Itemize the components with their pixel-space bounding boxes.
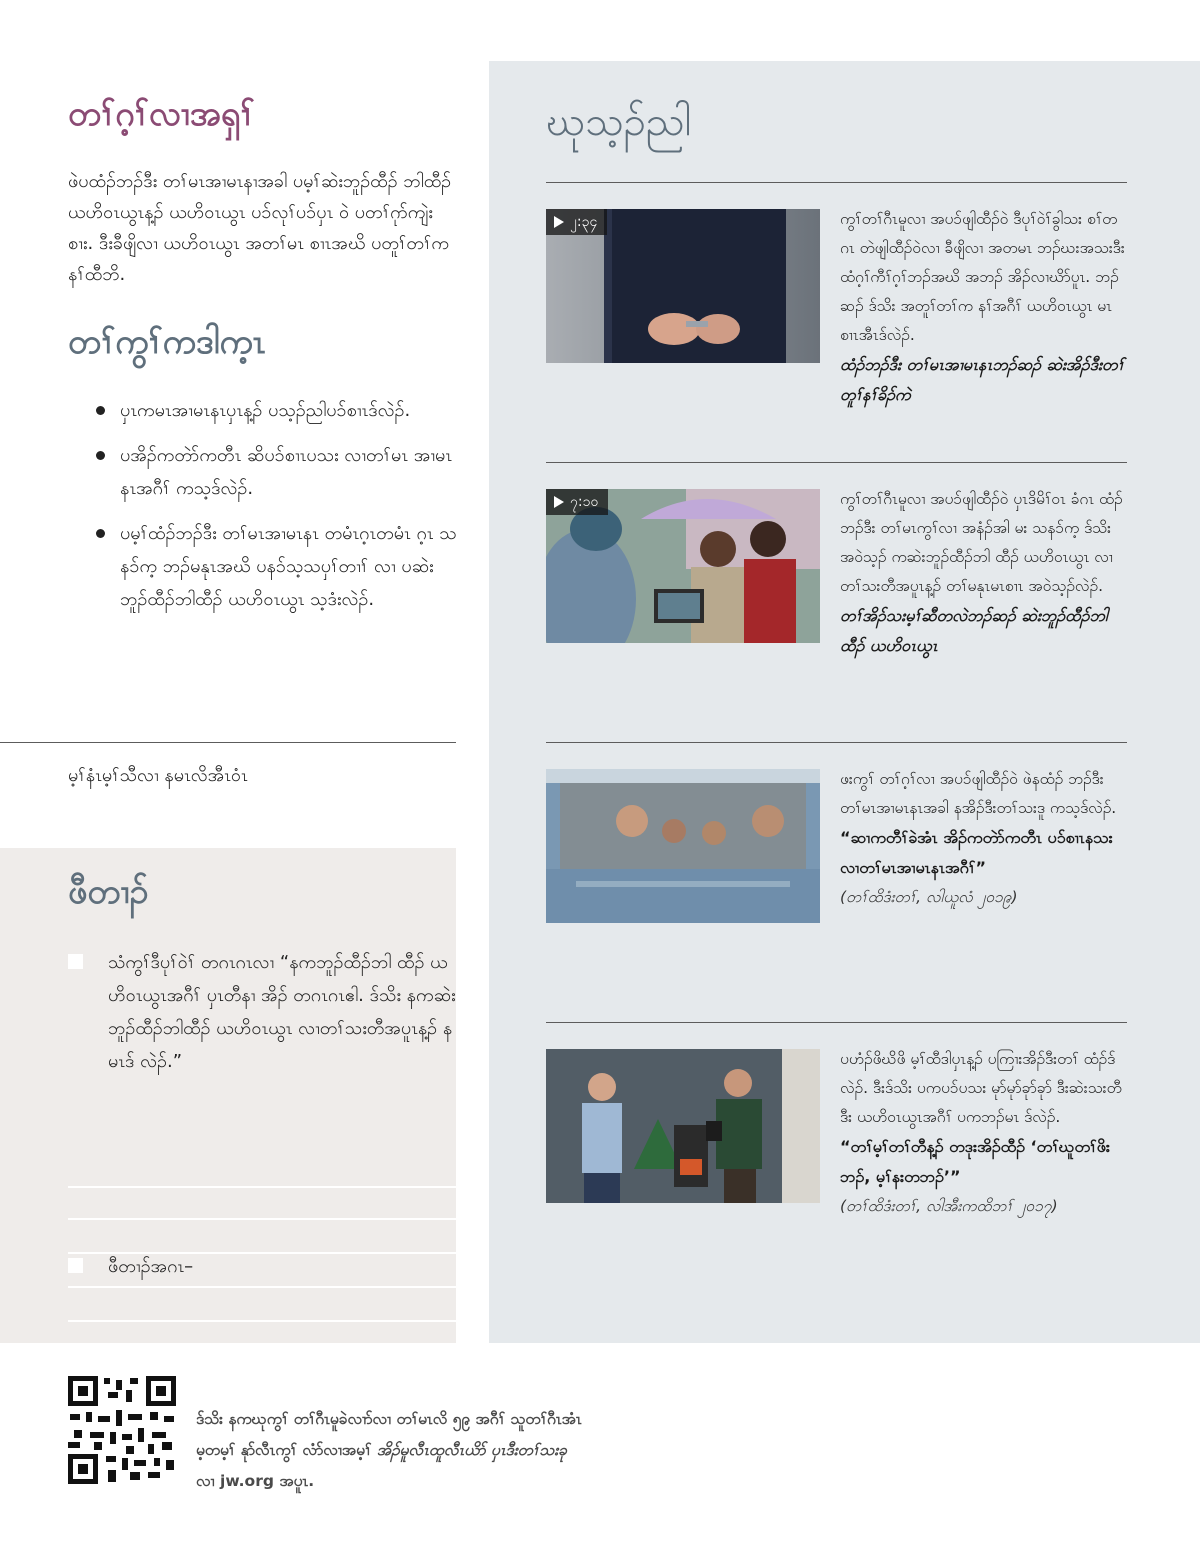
review-list xyxy=(86,394,458,628)
article-title[interactable]: “တၢ်မ့ၢ်တၢ်တီန့ၣ် တဒုးအိၣ်ထီၣ် ‘တၢ်ဃူတၢ်ဖိးဘၣ်, မ့ၢ်နးတဘၣ်’” xyxy=(840,1137,1110,1186)
goal-item xyxy=(68,1250,458,1283)
video-item xyxy=(546,489,1126,729)
article-description: ဖးကွၢ် တၢ်ဂ့ၢ်လၢ အပၥ်ဖျါထီၣ်ဝဲ ဖဲနထံၣ် ဘၣ်ဒီး တၢ်မၤအၢမၤနၤအခါ နအိၣ်ဒီးတၢ်သးဒူ ကသ့ဒ်လဲၣ်. xyxy=(840,770,1117,817)
article-caption xyxy=(840,765,1130,911)
video-title[interactable]: တၢ်အိၣ်သးမ့ၢ်ဆီတလဲဘၣ်ဆၣ် ဆဲးဘူၣ်ထီၣ်ဘါထီၣ် ယဟိဝၤယွၤ xyxy=(840,606,1108,655)
article-thumbnail[interactable] xyxy=(546,1049,820,1203)
video-caption xyxy=(840,485,1130,661)
heading-key-point: တၢ်ဂ့ၢ်လၢအရှၢ် xyxy=(68,94,255,134)
video-description: ကွၢ်တၢ်ဂီၤမူလၢ အပၥ်ဖျါထီၣ်ဝဲ ပှၤဒိမိၢ်ဝၤ ခံဂၤ ထံၣ်ဘၣ်ဒီး တၢ်မၤကွၢ်လၢ အနံၣ်အါ မး သနၥ်က့ ဒ်သိး အဝဲသ့ၣ် ကဆဲးဘူၣ်ထီၣ်ဘါ ထီၣ် ယဟိဝၤယွၤ လၢတၢ်သးတီအပူၤန့ၣ် တၢ်မနုၤမၤစၢၤ အဝဲသ့ၣ်လဲၣ်. xyxy=(840,490,1123,595)
date-completed-label: မ့ၢ်နံၤမ့ၢ်သီလၢ နမၤလိအီၤဝံၤ xyxy=(68,765,248,786)
intro-paragraph: ဖဲပထံၣ်ဘၣ်ဒီး တၢ်မၤအၢမၤနၢအခါ ပမ့ၢ်ဆဲးဘူၣ်ထီၣ် ဘါထီၣ် ယဟိဝၤယွၤန့ၣ် ယဟိဝၤယွၤ ပၥ်လုၢ်ပၥ်ပှၤ ဝဲ ပတၢ်ဂုာ်ကျဲးစၢး. ဒီးခီဖျိလၢ ယဟိဝၤယွၤ အတၢ်မၤ စၢၤအဃိ ပတူၢ်တၢ်ကနၢ်ထီဘိ. xyxy=(68,171,452,285)
notes-panel xyxy=(0,848,456,1343)
review-item: ပအိၣ်ကတဲာ်ကတီၤ ဆိပၥ်စၢၤပသး လၢတၢ်မၤ အၢမၤနၤအဂီၢ် ကသ့ဒ်လဲၣ်. xyxy=(86,439,458,505)
footer-book-title[interactable]: အိၣ်မူလီၤထူလီၤယိာ် ပှၤဒီးတၢ်သးခု xyxy=(376,1441,567,1459)
heading-explore: ဃုသ့ၣ်ညါ xyxy=(546,99,692,145)
review-item: ပှၤကမၤအၢမၤနၤပှၤန့ၣ် ပသ့ၣ်ညါပၥ်စၢၤဒ်လဲၣ်. xyxy=(86,394,458,427)
video-caption xyxy=(840,205,1130,410)
article-citation: (တၢ်ထိဒံးတၢ်, လါယူလံ ၂၀၁၉) xyxy=(840,888,1018,906)
checkbox-icon[interactable] xyxy=(68,954,83,969)
divider xyxy=(0,742,456,743)
qr-code-icon[interactable] xyxy=(68,1376,176,1484)
divider xyxy=(546,1022,1127,1023)
video-title[interactable]: ထံၣ်ဘၣ်ဒီး တၢ်မၤအၢမၤနၤဘၣ်ဆၣ် ဆဲးအိၣ်ဒီးတၢ်တူၢ်နၢ်ခိၣ်ကဲ xyxy=(840,355,1125,404)
duration-text: ၇:၁၀ xyxy=(570,494,599,510)
writing-line[interactable] xyxy=(68,1186,456,1188)
duration-badge xyxy=(546,489,608,515)
writing-line[interactable] xyxy=(68,1286,456,1288)
article-title[interactable]: “ဆၢကတီၢ်ခဲအံၤ အိၣ်ကတဲာ်ကတီၤ ပၥ်စၢၤနသး လၢတၢ်မၤအၢမၤနၤအဂီၢ်” xyxy=(840,828,1113,877)
checkbox-icon[interactable] xyxy=(68,1258,83,1273)
qr-code-graphic xyxy=(68,1376,176,1484)
article-citation: (တၢ်ထိဒံးတၢ်, လါအီးကထိဘၢ် ၂၀၁၇) xyxy=(840,1197,1058,1215)
footer-line: ဒ်သိး နကဃုကွၢ် တၢ်ဂီၤမူခဲလၢာ်လၢ တၢ်မၤလိ ၅၉ အဂီၢ် သူတၢ်ဂီၤအံၤ xyxy=(196,1410,582,1428)
writing-line[interactable] xyxy=(68,1252,456,1254)
video-item xyxy=(546,209,1126,449)
article-item xyxy=(546,1049,1126,1289)
footer-note xyxy=(196,1404,756,1497)
divider xyxy=(546,462,1127,463)
article-item xyxy=(546,769,1126,1009)
goal-item xyxy=(68,946,458,1078)
duration-badge xyxy=(546,209,607,235)
duration-text: ၂:၃၄ xyxy=(570,214,598,230)
article-description: ပဟံၣ်ဖိဃိဖိ မ့ၢ်ထီဒါပှၤန့ၣ် ပကြၢးအိၣ်ဒီးတၢ် ထံၣ်ဒ်လဲၣ်. ဒီးဒ်သိး ပကပၥ်ပသး မုာ်မုာ်ခုာ်ခုာ် ဒီးဆဲးသးတီဒီး ယဟိဝၤယွၤအဂီၢ် ပကဘၣ်မၤ ဒ်လဲၣ်. xyxy=(840,1050,1122,1126)
play-icon xyxy=(554,496,564,508)
article-caption xyxy=(840,1045,1130,1220)
goal-item-text: သံကွၢ်ဒီပုၢ်ဝဲၢ် တဂၤဂၤလၢ “နကဘူၣ်ထီၣ်ဘါ ထီၣ် ယဟိဝၤယွၤအဂီၢ် ပှၤတီနၢ အိၣ် တဂၤဂၤဧါ. ဒ်သိး နကဆဲး ဘူၣ်ထီၣ်ဘါထီၣ် ယဟိဝၤယွၤ လၢတၢ်သးတီအပူၤန့ၣ် နမၤဒ် လဲၣ်.” xyxy=(108,952,456,1072)
play-icon xyxy=(554,216,564,228)
video-description: ကွၢ်တၢ်ဂီၤမူလၢ အပၥ်ဖျါထီၣ်ဝဲ ဒီပုၢ်ဝဲၢ်ခွါသး စၢ်တဂၤ တဲဖျါထီၣ်ဝဲလၢ ခီဖျိလၢ အတမၤ ဘၣ်ဃးအသးဒီး ထံဂ့ၢ်ကီၢ်ဂ့ၢ်ဘၣ်အဃိ အဘၣ် အိၣ်လၢဃိာ်ပူၤ. ဘၣ်ဆၣ် ဒ်သိး အတူၢ်တၢ်က နၢ်အဂီၢ် ယဟိဝၤယွၤ မၤစၢၤအီၤဒ်လဲၣ်. xyxy=(840,210,1125,344)
heading-review: တၢ်ကွၢ်ကဒါက့ၤ xyxy=(68,322,266,362)
heading-goal: ဖီတၢၣ် xyxy=(68,872,149,912)
footer-line: လၢ jw.org အပူၤ. xyxy=(196,1472,315,1490)
divider xyxy=(546,742,1127,743)
review-item: ပမ့ၢ်ထံၣ်ဘၣ်ဒီး တၢ်မၤအၢမၤနၤ တမံၤဂ့ၤတမံၤ ဂ့ၤ သနၥ်က့ ဘၣ်မနုၤအဃိ ပနၥ်သ့သပှၢ်တၢၢ် လၢ ပဆဲးဘူၣ်ထီၣ်ဘါထီၣ် ယဟိဝၤယွၤ သ့ဒံးလဲၣ်. xyxy=(86,517,458,616)
video-thumbnail[interactable] xyxy=(546,209,820,363)
writing-line[interactable] xyxy=(68,1320,456,1322)
footer-line xyxy=(196,1435,756,1466)
goal-item-text: ဖီတၢၣ်အဂၤ– xyxy=(108,1256,194,1277)
divider xyxy=(546,182,1127,183)
video-thumbnail[interactable] xyxy=(546,489,820,643)
writing-line[interactable] xyxy=(68,1218,456,1220)
article-thumbnail[interactable] xyxy=(546,769,820,923)
footer-text: မ့တမ့ၢ် နုာ်လီၤကွၢ် လံာ်လၢအမ့ၢ် xyxy=(196,1441,372,1459)
